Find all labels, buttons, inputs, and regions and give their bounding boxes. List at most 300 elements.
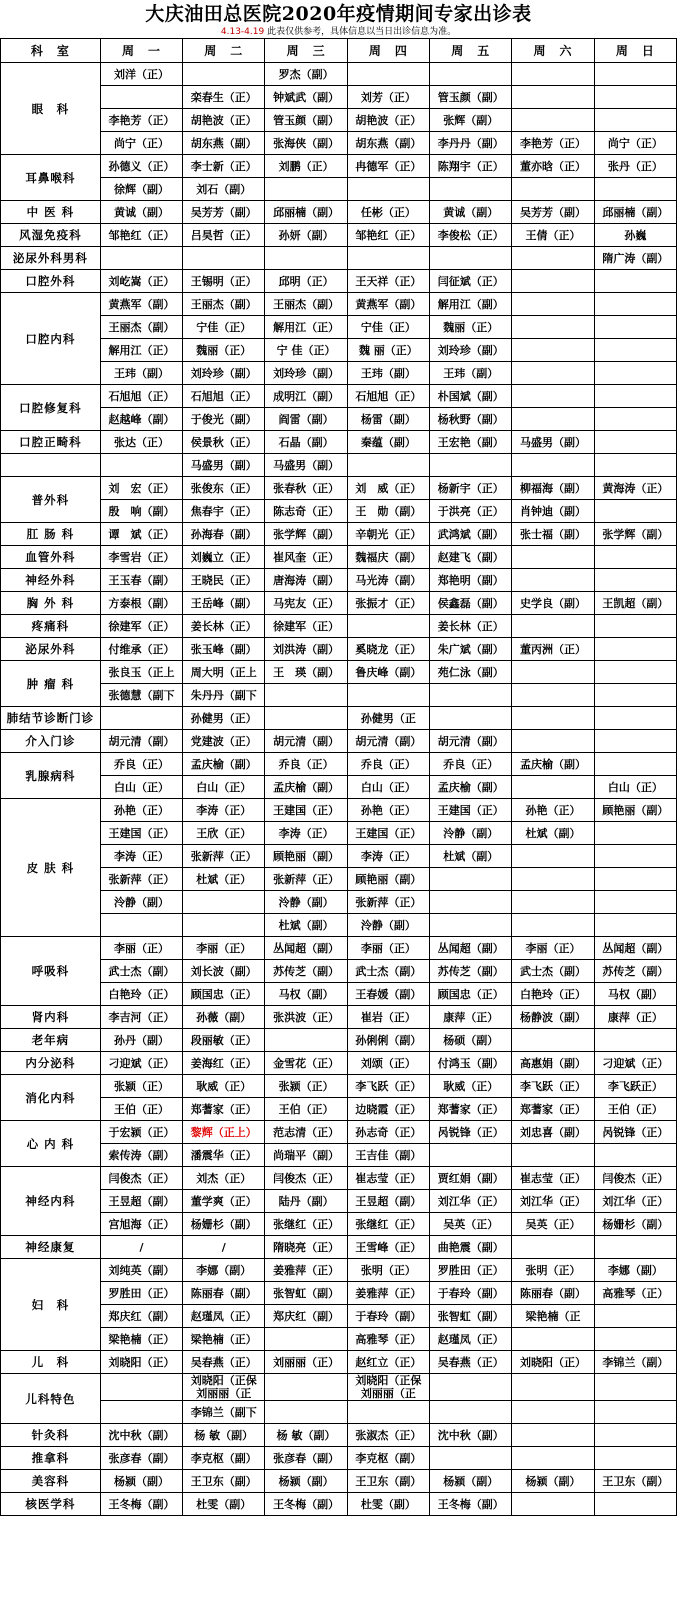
dept-cell: 风湿免疫科: [1, 224, 101, 247]
doctor-cell: 张新萍（正）: [183, 845, 265, 868]
doctor-cell: 胡艳波（正）: [347, 109, 429, 132]
doctor-cell: 刘玲珍（副）: [430, 339, 512, 362]
doctor-cell: [512, 730, 594, 753]
doctor-cell: 梁艳楠（正）: [100, 1328, 182, 1351]
doctor-cell: [512, 707, 594, 730]
doctor-cell: 魏丽（正）: [183, 339, 265, 362]
doctor-cell: 泠静（副）: [347, 914, 429, 937]
doctor-cell: [594, 86, 676, 109]
doctor-cell: [512, 1328, 594, 1351]
doctor-cell: 顾艳丽（副）: [347, 868, 429, 891]
table-row: [1, 1447, 677, 1470]
doctor-cell: 徐建军（正）: [265, 615, 347, 638]
table-row: [1, 661, 677, 684]
doctor-cell: 史学良（副）: [512, 592, 594, 615]
doctor-cell: [265, 707, 347, 730]
doctor-cell: 冉德军（正）: [347, 155, 429, 178]
table-row: [1, 1374, 677, 1401]
doctor-cell: 隋广涛（副）: [594, 247, 676, 270]
doctor-cell: 杨颍（副）: [512, 1470, 594, 1493]
table-row: [1, 1144, 677, 1167]
doctor-cell: 赵越峰（副）: [100, 408, 182, 431]
doctor-cell: 陈丽春（副）: [183, 1282, 265, 1305]
table-row: [1, 707, 677, 730]
doctor-cell: 苏传芝（副）: [594, 960, 676, 983]
doctor-cell: 罗胜田（正）: [430, 1259, 512, 1282]
table-row: [1, 1305, 677, 1328]
table-row: [1, 201, 677, 224]
doctor-cell: 孙艳（正）: [512, 799, 594, 822]
dept-cell: 神经内科: [1, 1167, 101, 1236]
doctor-cell: [594, 500, 676, 523]
doctor-cell: 孙薇（副）: [183, 1006, 265, 1029]
doctor-cell: 李丽（正）: [347, 937, 429, 960]
dept-cell: 肾内科: [1, 1006, 101, 1029]
doctor-cell: 杨 敏（副）: [183, 1424, 265, 1447]
table-row: [1, 1052, 677, 1075]
doctor-cell: [512, 1401, 594, 1424]
doctor-cell: 成明江（副）: [265, 385, 347, 408]
doctor-cell: 石晶（副）: [265, 431, 347, 454]
dept-cell: 胸 外 科: [1, 592, 101, 615]
doctor-cell: [347, 1374, 429, 1401]
doctor-cell: 王建国（正）: [265, 799, 347, 822]
doctor-cell: 白山（正）: [347, 776, 429, 799]
doctor-cell: 顾艳丽（副）: [265, 845, 347, 868]
doctor-cell: 张春秋（正）: [265, 477, 347, 500]
doctor-cell: 闫征斌（正）: [430, 270, 512, 293]
doctor-cell: 张新萍（正）: [100, 868, 182, 891]
doctor-cell: 王伯（正）: [265, 1098, 347, 1121]
doctor-cell: 杜斌（副）: [265, 914, 347, 937]
doctor-cell: 王昱超（副）: [100, 1190, 182, 1213]
dept-cell: 肛 肠 科: [1, 523, 101, 546]
doctor-cell: [100, 1374, 182, 1401]
doctor-cell: 刘洪涛（副）: [265, 638, 347, 661]
dept-cell: [1, 454, 101, 477]
doctor-cell: 王建国（正）: [430, 799, 512, 822]
doctor-cell: 陈志奇（正）: [265, 500, 347, 523]
doctor-cell: 沈中秋（副）: [100, 1424, 182, 1447]
table-row: [1, 822, 677, 845]
doctor-cell: 康萍（正）: [430, 1006, 512, 1029]
doctor-line: 刘丽丽（正: [360, 1387, 416, 1400]
table-row: [1, 316, 677, 339]
table-row: [1, 408, 677, 431]
doctor-cell: [265, 1029, 347, 1052]
doctor-cell: 董学爽（正）: [183, 1190, 265, 1213]
doctor-cell: 武鸿斌（副）: [430, 523, 512, 546]
table-row: [1, 109, 677, 132]
table-row: [1, 845, 677, 868]
doctor-cell: [594, 707, 676, 730]
page-subtitle: [0, 26, 677, 38]
doctor-cell: 张俊东（正）: [183, 477, 265, 500]
doctor-cell: 沈中秋（副）: [430, 1424, 512, 1447]
doctor-cell: 解用江（正）: [100, 339, 182, 362]
doctor-cell: 魏 丽（正）: [347, 339, 429, 362]
table-row: [1, 1424, 677, 1447]
doctor-cell: [594, 753, 676, 776]
doctor-cell: 王玉春（副）: [100, 569, 182, 592]
header-saturday: 周 六: [512, 39, 594, 63]
doctor-cell: 马权（副）: [265, 983, 347, 1006]
doctor-cell: 张淑杰（正）: [347, 1424, 429, 1447]
header-thursday: 周 四: [347, 39, 429, 63]
doctor-cell: [347, 1401, 429, 1424]
doctor-cell: 李锦兰（副下: [183, 1401, 265, 1424]
doctor-cell: 李锦兰（副）: [594, 1351, 676, 1374]
doctor-cell: [347, 454, 429, 477]
doctor-cell: 董丙洲（正）: [512, 638, 594, 661]
doctor-cell: 党建波（正）: [183, 730, 265, 753]
doctor-cell: [512, 86, 594, 109]
doctor-cell: 康萍（正）: [594, 1006, 676, 1029]
table-row: [1, 523, 677, 546]
doctor-cell: 李士新（正）: [183, 155, 265, 178]
doctor-cell: 王岳峰（副）: [183, 592, 265, 615]
doctor-cell: 杜斌（副）: [430, 845, 512, 868]
doctor-cell: [594, 431, 676, 454]
doctor-cell: 孙俐俐（副）: [347, 1029, 429, 1052]
doctor-cell: 胡东燕（副）: [183, 132, 265, 155]
doctor-cell: 姜长林（正）: [430, 615, 512, 638]
doctor-cell: 乔良（正）: [265, 753, 347, 776]
doctor-cell: 张海侠（副）: [265, 132, 347, 155]
dept-cell: 口腔正畸科: [1, 431, 101, 454]
doctor-cell: 吴英（正）: [512, 1213, 594, 1236]
dept-cell: 口腔修复科: [1, 385, 101, 431]
doctor-cell: 曲艳震（副）: [430, 1236, 512, 1259]
doctor-cell: 武士杰（副）: [100, 960, 182, 983]
doctor-cell: 陆丹（副）: [265, 1190, 347, 1213]
doctor-cell: [430, 1447, 512, 1470]
doctor-cell: 刘江华（正）: [594, 1190, 676, 1213]
doctor-cell: 秦蕴（副）: [347, 431, 429, 454]
doctor-cell: 孙丹（副）: [100, 1029, 182, 1052]
doctor-cell: [430, 891, 512, 914]
doctor-cell: [512, 1374, 594, 1401]
doctor-cell: 胡东燕（副）: [347, 132, 429, 155]
table-row: [1, 431, 677, 454]
doctor-cell: 陈丽春（副）: [512, 1282, 594, 1305]
doctor-cell: 姜雅萍（正）: [265, 1259, 347, 1282]
doctor-cell: [594, 408, 676, 431]
doctor-cell: 刁迎斌（正）: [594, 1052, 676, 1075]
doctor-cell: 刘杰（正）: [183, 1167, 265, 1190]
doctor-cell: 李涛（正）: [265, 822, 347, 845]
doctor-cell: 白山（正）: [183, 776, 265, 799]
doctor-cell: 张继红（正）: [347, 1213, 429, 1236]
table-row: [1, 1006, 677, 1029]
doctor-cell: 朴国斌（副）: [430, 385, 512, 408]
dept-cell: 针灸科: [1, 1424, 101, 1447]
table-row: [1, 1167, 677, 1190]
dept-cell: 口腔内科: [1, 293, 101, 385]
doctor-cell: 顾国忠（正）: [183, 983, 265, 1006]
doctor-cell: 索传涛（副）: [100, 1144, 182, 1167]
doctor-cell: [183, 63, 265, 86]
table-row: [1, 1493, 677, 1516]
doctor-cell: 黄燕军（副）: [100, 293, 182, 316]
doctor-cell: 罗胜田（正）: [100, 1282, 182, 1305]
table-row: [1, 1075, 677, 1098]
doctor-cell: 张新萍（正）: [265, 868, 347, 891]
doctor-cell: 宁 佳（正）: [265, 339, 347, 362]
doctor-cell: 王吉佳（副）: [347, 1144, 429, 1167]
doctor-cell: 杨秋野（副）: [430, 408, 512, 431]
table-row: [1, 914, 677, 937]
doctor-cell: 梁艳楠（正: [512, 1305, 594, 1328]
doctor-cell: 高惠娟（副）: [512, 1052, 594, 1075]
table-row: [1, 1470, 677, 1493]
doctor-cell: [512, 891, 594, 914]
doctor-cell: [512, 569, 594, 592]
doctor-cell: 刘屹嵩（正）: [100, 270, 182, 293]
doctor-cell: 顾艳丽（副）: [594, 799, 676, 822]
doctor-cell: [594, 615, 676, 638]
doctor-cell: 张继红（正）: [265, 1213, 347, 1236]
doctor-cell: [594, 661, 676, 684]
doctor-cell: 李飞跃（正）: [347, 1075, 429, 1098]
doctor-line: 刘晓阳（正保: [355, 1374, 422, 1387]
doctor-cell: [430, 1401, 512, 1424]
doctor-cell: 胡元清（副）: [265, 730, 347, 753]
table-row: [1, 684, 677, 707]
dept-cell: 耳鼻喉科: [1, 155, 101, 201]
doctor-cell: 孙健男（正: [347, 707, 429, 730]
dept-cell: 妇 科: [1, 1259, 101, 1351]
doctor-cell: [512, 270, 594, 293]
doctor-cell: 徐建军（正）: [100, 615, 182, 638]
doctor-cell: 刘纯英（副）: [100, 1259, 182, 1282]
dept-cell: 儿 科: [1, 1351, 101, 1374]
table-row: [1, 1098, 677, 1121]
doctor-cell: 吴春燕（正）: [430, 1351, 512, 1374]
doctor-cell: 李吉河（正）: [100, 1006, 182, 1029]
doctor-cell: [512, 454, 594, 477]
doctor-cell: 李涛（正）: [100, 845, 182, 868]
doctor-cell: [594, 362, 676, 385]
dept-cell: 内分泌科: [1, 1052, 101, 1075]
doctor-cell: [512, 316, 594, 339]
doctor-cell: 孟庆榆（副）: [512, 753, 594, 776]
doctor-cell: 张德慧（副下: [100, 684, 182, 707]
doctor-cell: 侯鑫磊（副）: [430, 592, 512, 615]
doctor-cell: 邱丽楠（副）: [594, 201, 676, 224]
header-friday: 周 五: [430, 39, 512, 63]
doctor-cell: 贾红娟（副）: [430, 1167, 512, 1190]
table-row: [1, 477, 677, 500]
doctor-cell: 王卫东（副）: [183, 1470, 265, 1493]
doctor-cell: 姜长林（正）: [183, 615, 265, 638]
doctor-cell: 刘洋（正）: [100, 63, 182, 86]
doctor-cell: 王晓民（正）: [183, 569, 265, 592]
doctor-cell: 白艳玲（正）: [100, 983, 182, 1006]
doctor-cell: [512, 408, 594, 431]
doctor-cell: 杨新宇（正）: [430, 477, 512, 500]
doctor-cell: 侯景秋（正）: [183, 431, 265, 454]
table-row: [1, 569, 677, 592]
doctor-cell: 武士杰（副）: [512, 960, 594, 983]
dept-cell: 神经康复: [1, 1236, 101, 1259]
doctor-cell: 高雅琴（正）: [347, 1328, 429, 1351]
doctor-cell: [512, 1424, 594, 1447]
doctor-cell: 尚瑞平（副）: [265, 1144, 347, 1167]
doctor-cell: 刁迎斌（正）: [100, 1052, 182, 1075]
doctor-cell: 耿威（正）: [183, 1075, 265, 1098]
doctor-cell: 高雅琴（正）: [594, 1282, 676, 1305]
doctor-cell: [265, 1374, 347, 1401]
doctor-cell: [430, 178, 512, 201]
doctor-cell: 郑庆红（副）: [100, 1305, 182, 1328]
doctor-cell: 丛闻超（副）: [594, 937, 676, 960]
doctor-cell: 赵红立（正）: [347, 1351, 429, 1374]
doctor-cell: [512, 293, 594, 316]
doctor-cell: [594, 1447, 676, 1470]
doctor-cell: 胡元清（副）: [347, 730, 429, 753]
doctor-cell: 王卫东（副）: [594, 1470, 676, 1493]
doctor-cell: 孟庆榆（副）: [183, 753, 265, 776]
doctor-cell: 唐海涛（副）: [265, 569, 347, 592]
doctor-cell: 杜雯（副）: [347, 1493, 429, 1516]
doctor-cell: 宁佳（正）: [347, 316, 429, 339]
doctor-cell: 任彬（正）: [347, 201, 429, 224]
doctor-cell: 闫俊杰（正）: [265, 1167, 347, 1190]
doctor-cell: [100, 454, 182, 477]
doctor-cell: 柳福海（副）: [512, 477, 594, 500]
doctor-cell: [512, 845, 594, 868]
doctor-cell: [430, 707, 512, 730]
doctor-cell: 姜雅萍（正）: [347, 1282, 429, 1305]
doctor-cell: 杨姗杉（副）: [594, 1213, 676, 1236]
doctor-cell: 王丽杰（副）: [100, 316, 182, 339]
doctor-cell: 刘巍立（正）: [183, 546, 265, 569]
doctor-cell: 乔良（正）: [430, 753, 512, 776]
header-wednesday: 周 三: [265, 39, 347, 63]
doctor-line: 刘晓阳（正保: [190, 1374, 257, 1387]
table-row: [1, 500, 677, 523]
doctor-cell: 殷 响（副）: [100, 500, 182, 523]
table-row: [1, 178, 677, 201]
doctor-cell: [512, 109, 594, 132]
doctor-cell: 白山（正）: [594, 776, 676, 799]
doctor-cell: 石旭旭（正）: [183, 385, 265, 408]
doctor-cell: [594, 1236, 676, 1259]
doctor-cell: 吴芳芳（副）: [183, 201, 265, 224]
doctor-cell: 李娜（副）: [594, 1259, 676, 1282]
doctor-cell: 崔志莹（正）: [512, 1167, 594, 1190]
doctor-cell: 刘芳（正）: [347, 86, 429, 109]
doctor-cell: 吴芳芳（副）: [512, 201, 594, 224]
table-row: [1, 592, 677, 615]
doctor-cell: 李涛（正）: [347, 845, 429, 868]
doctor-cell: 于春玲（副）: [430, 1282, 512, 1305]
doctor-cell: 王建国（正）: [347, 822, 429, 845]
doctor-cell: 郑庆红（副）: [265, 1305, 347, 1328]
doctor-cell: [100, 247, 182, 270]
doctor-cell: [594, 1328, 676, 1351]
table-row: [1, 1213, 677, 1236]
doctor-cell: 张振才（正）: [347, 592, 429, 615]
doctor-cell: 武士杰（副）: [347, 960, 429, 983]
doctor-cell: [594, 339, 676, 362]
doctor-cell: 刘忠喜（副）: [512, 1121, 594, 1144]
doctor-cell: 张达（正）: [100, 431, 182, 454]
doctor-cell: [512, 63, 594, 86]
table-row: [1, 1401, 677, 1424]
doctor-cell: 郑蓍家（正）: [512, 1098, 594, 1121]
doctor-cell: 张良玉（正上: [100, 661, 182, 684]
dept-cell: 神经外科: [1, 569, 101, 592]
doctor-cell: 杨姗杉（副）: [183, 1213, 265, 1236]
doctor-cell: 黄海涛（正）: [594, 477, 676, 500]
doctor-cell: [430, 63, 512, 86]
doctor-cell: 黄燕军（副）: [347, 293, 429, 316]
doctor-cell: 呙锐锋（正）: [594, 1121, 676, 1144]
doctor-cell: 刘江华（正）: [430, 1190, 512, 1213]
table-row: [1, 339, 677, 362]
table-row: [1, 270, 677, 293]
doctor-cell: 孙德义（正）: [100, 155, 182, 178]
doctor-cell: 孟庆榆（副）: [265, 776, 347, 799]
doctor-cell: 张玉峰（副）: [183, 638, 265, 661]
doctor-cell: [594, 63, 676, 86]
doctor-cell: /: [183, 1236, 265, 1259]
doctor-cell: [594, 1029, 676, 1052]
doctor-cell: [100, 1401, 182, 1424]
doctor-cell: [594, 684, 676, 707]
doctor-cell: 魏福庆（副）: [347, 546, 429, 569]
dept-cell: 眼 科: [1, 63, 101, 155]
doctor-cell: 李丹丹（副）: [430, 132, 512, 155]
doctor-cell: 孙妍（副）: [265, 224, 347, 247]
doctor-cell: 杨颍（副）: [100, 1470, 182, 1493]
doctor-cell: 张丹（正）: [594, 155, 676, 178]
doctor-cell: 付维承（正）: [100, 638, 182, 661]
dept-cell: 口腔外科: [1, 270, 101, 293]
doctor-cell: [512, 339, 594, 362]
table-row: [1, 776, 677, 799]
doctor-cell: 李雪岩（正）: [100, 546, 182, 569]
doctor-cell: 王欣（正）: [183, 822, 265, 845]
table-row: [1, 1190, 677, 1213]
doctor-cell: 李俊松（正）: [430, 224, 512, 247]
header-sunday: 周 日: [594, 39, 676, 63]
dept-cell: 普外科: [1, 477, 101, 523]
doctor-cell: 崔岩（正）: [347, 1006, 429, 1029]
doctor-cell: 孙艳（正）: [100, 799, 182, 822]
table-row: [1, 868, 677, 891]
doctor-cell: 刘丽丽（正）: [265, 1351, 347, 1374]
doctor-cell: 张新萍（正）: [347, 891, 429, 914]
doctor-cell: 黎辉（正上）: [183, 1121, 265, 1144]
doctor-cell: 刘晓阳（正）: [100, 1351, 182, 1374]
doctor-cell: 杜斌（正）: [183, 868, 265, 891]
doctor-cell: 刘颂（正）: [347, 1052, 429, 1075]
doctor-cell: 管玉颜（副）: [430, 86, 512, 109]
doctor-cell: [265, 1401, 347, 1424]
doctor-cell: 黄诚（副）: [430, 201, 512, 224]
doctor-cell: 栾春生（正）: [183, 86, 265, 109]
doctor-cell: 方泰根（副）: [100, 592, 182, 615]
doctor-cell: 刘 威（正）: [347, 477, 429, 500]
doctor-cell: 马盛男（副）: [265, 454, 347, 477]
doctor-cell: 管玉颜（副）: [265, 109, 347, 132]
doctor-cell: [512, 1029, 594, 1052]
doctor-cell: 呙锐锋（正）: [430, 1121, 512, 1144]
doctor-cell: 李克枢（副）: [183, 1447, 265, 1470]
